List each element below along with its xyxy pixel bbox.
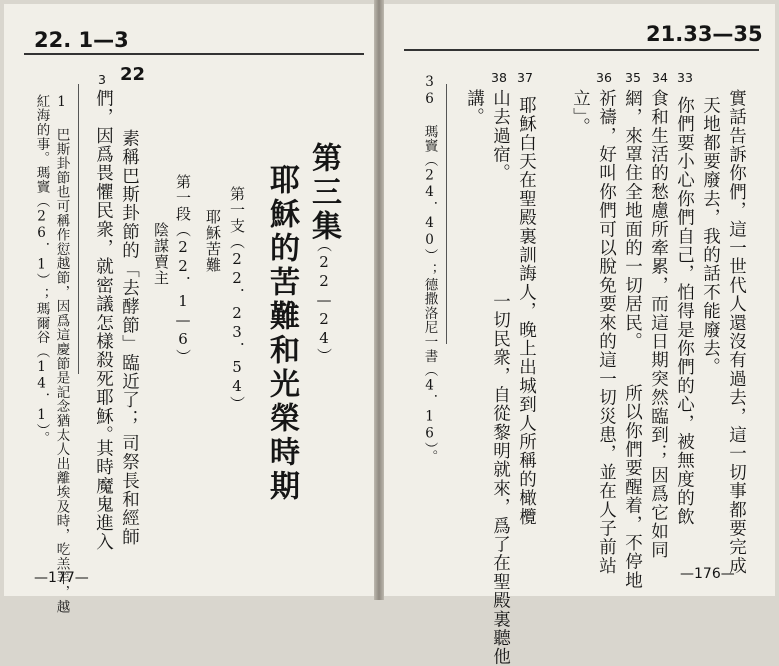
volume-range: （22—24） bbox=[315, 237, 333, 364]
body-column: 你們要小心你們自己，怕得是你們的心，被無度的飲 bbox=[674, 96, 695, 527]
body-column: 司祭長和經師 bbox=[119, 434, 140, 547]
verse-number: 33 bbox=[677, 70, 693, 85]
footnote-rule bbox=[78, 84, 79, 374]
body-column: 祈禱，好叫你們可以脫免要來的這一切災患，並在人子前站 bbox=[596, 89, 617, 576]
verse-number: 38 bbox=[491, 70, 507, 85]
body-column: 因爲它如同 bbox=[648, 466, 669, 560]
chapter-number: 22 bbox=[120, 64, 146, 85]
section-title: 陰謀賣主 bbox=[152, 222, 170, 286]
body-column: 們，因爲畏懼民衆，就密議怎樣殺死耶穌。 bbox=[93, 89, 114, 445]
page-number: —177— bbox=[34, 570, 89, 586]
part-heading: 第一支（22．23．54） bbox=[228, 186, 246, 412]
volume-subtitle: 耶穌的苦難和光榮時期 bbox=[264, 164, 299, 504]
body-column: 網，來罩住全地面的一切居民。 bbox=[622, 89, 643, 351]
verse-number: 34 bbox=[652, 70, 668, 85]
body-column: 立」。 bbox=[570, 89, 591, 137]
running-head: 22. 1—3 bbox=[34, 28, 129, 52]
body-column: 其時魔鬼進入 bbox=[93, 439, 114, 552]
volume-title: 第三集 bbox=[306, 142, 341, 244]
body-column: 講。 bbox=[464, 89, 485, 127]
body-column: 一切民衆，自從黎明就來，爲了在聖殿裏聽他 bbox=[490, 292, 511, 666]
section-heading: 第一段（22．1—6） bbox=[174, 174, 192, 365]
page-number: —176— bbox=[680, 566, 735, 582]
body-column: 所以你們要醒着，不停地 bbox=[622, 384, 643, 590]
footnote-line: 1 巴斯卦節也可稱作愆越節，因爲這慶節是記念猶太人出離埃及時，吃羔羊，越 bbox=[53, 94, 70, 614]
verse-marker: 3 bbox=[98, 72, 106, 87]
body-column: 食和生活的愁慮所牽累，而這日期突然臨到； bbox=[648, 89, 669, 463]
running-head: 21.33—35 bbox=[646, 22, 763, 46]
body-column: 素稱巴斯卦節的「去酵節」臨近了； bbox=[119, 129, 140, 429]
body-column: 天地都要廢去，我的話不能廢去。 bbox=[700, 96, 721, 377]
part-subheading: 耶穌苦難 bbox=[204, 209, 222, 273]
header-rule bbox=[24, 53, 364, 55]
body-column: 實話告訴你們，這一世代人還沒有過去，這一切事都要完成 bbox=[726, 89, 747, 576]
left-page bbox=[4, 4, 374, 614]
book-gutter bbox=[374, 0, 384, 600]
verse-number: 36 bbox=[596, 70, 612, 85]
verse-number: 35 bbox=[625, 70, 641, 85]
body-column: 耶穌白天在聖殿裏訓誨人，晚上出城到人所稱的橄欖 bbox=[516, 96, 537, 527]
header-rule bbox=[404, 49, 759, 51]
footnote-rule bbox=[446, 84, 447, 344]
footnote-line: 紅海的事。瑪竇（26．1）；瑪爾谷（14．1）。 bbox=[33, 94, 50, 446]
body-column: 山去過宿。 bbox=[490, 89, 511, 183]
verse-number: 37 bbox=[517, 70, 533, 85]
right-page bbox=[384, 4, 775, 666]
footnote-line: 36 瑪竇（24．40）；德撒洛尼一書（4．16）。 bbox=[421, 74, 438, 465]
